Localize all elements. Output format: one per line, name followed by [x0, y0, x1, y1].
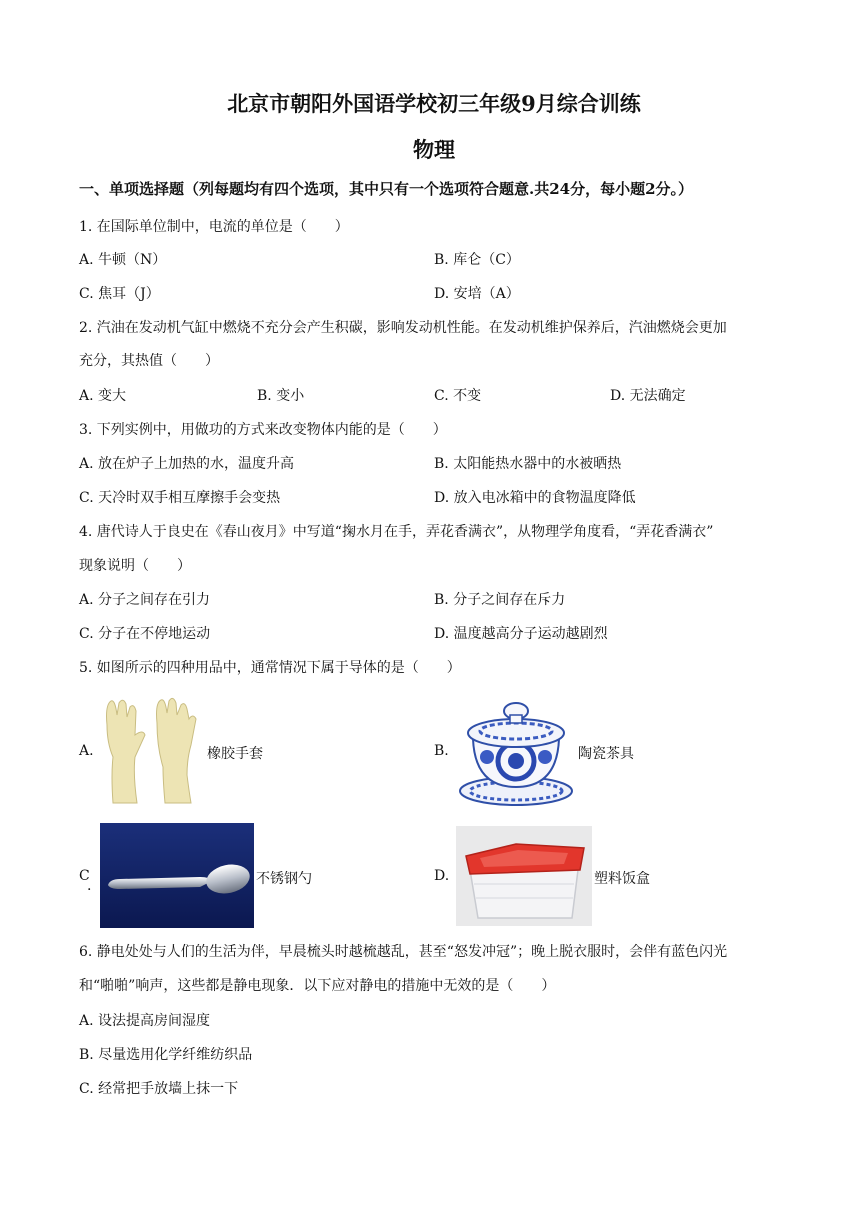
q6-option-b: B. 尽量选用化学纤维纺织品	[79, 1047, 253, 1063]
q1-option-b: B. 库仑（C）	[434, 252, 520, 268]
q3-option-d: D. 放入电冰箱中的食物温度降低	[434, 490, 636, 506]
page-title: 北京市朝阳外国语学校初三年级9月综合训练	[227, 91, 641, 116]
question-4-stem-line-2: 现象说明（ ）	[79, 558, 191, 574]
question-5-stem: 5. 如图所示的四种用品中，通常情况下属于导体的是（ ）	[79, 660, 461, 676]
q2-option-a: A. 变大	[79, 388, 127, 404]
q2-option-c: C. 不变	[434, 388, 482, 404]
question-2-stem-line-2: 充分，其热值（ ）	[79, 353, 219, 369]
q5-option-c-dot: .	[87, 878, 92, 894]
q5-option-d-caption: 塑料饭盒	[594, 871, 650, 887]
question-3-stem: 3. 下列实例中，用做功的方式来改变物体内能的是（ ）	[79, 422, 447, 438]
q2-option-d: D. 无法确定	[610, 388, 686, 404]
q4-option-c: C. 分子在不停地运动	[79, 626, 211, 642]
q5-option-c-caption: 不锈钢勺	[256, 871, 312, 887]
q4-option-d: D. 温度越高分子运动越剧烈	[434, 626, 608, 642]
q5-option-c-letter: C	[79, 868, 90, 884]
question-2-stem-line-1: 2. 汽油在发动机气缸中燃烧不充分会产生积碳，影响发动机性能。在发动机维护保养后，汽油燃烧会更加	[79, 320, 727, 336]
question-1-stem: 1. 在国际单位制中，电流的单位是（ ）	[79, 219, 349, 235]
q5-option-b-caption: 陶瓷茶具	[578, 746, 634, 762]
q5-option-a-caption: 橡胶手套	[207, 746, 263, 762]
q3-option-c: C. 天冷时双手相互摩擦手会变热	[79, 490, 281, 506]
question-6-stem-line-1: 6. 静电处处与人们的生活为伴，早晨梳头时越梳越乱，甚至“怒发冲冠”；晚上脱衣服时，会伴有蓝色闪光	[79, 944, 728, 960]
q4-option-a: A. 分子之间存在引力	[79, 592, 211, 608]
plastic-lunch-box-image	[456, 826, 592, 926]
porcelain-tea-set-image	[457, 695, 575, 810]
question-6-stem-line-2: 和“啪啪”响声，这些都是静电现象．以下应对静电的措施中无效的是（ ）	[79, 978, 556, 994]
q1-option-d: D. 安培（A）	[434, 286, 520, 302]
q2-option-b: B. 变小	[257, 388, 305, 404]
q4-option-b: B. 分子之间存在斥力	[434, 592, 566, 608]
section-heading: 一、单项选择题（列每题均有四个选项，其中只有一个选项符合题意.共24分，每小题2分。）	[79, 180, 694, 198]
q1-option-c: C. 焦耳（J）	[79, 286, 160, 302]
q6-option-a: A. 设法提高房间湿度	[79, 1013, 211, 1029]
stainless-spoon-image	[100, 823, 254, 928]
subject-title: 物理	[413, 137, 455, 162]
q3-option-a: A. 放在炉子上加热的水，温度升高	[79, 456, 295, 472]
q5-option-a-letter: A.	[79, 743, 94, 759]
q5-option-d-letter: D.	[434, 868, 450, 884]
q6-option-c: C. 经常把手放墙上抹一下	[79, 1081, 239, 1097]
q5-option-b-letter: B.	[434, 743, 449, 759]
q1-option-a: A. 牛顿（N）	[79, 252, 167, 268]
question-4-stem-line-1: 4. 唐代诗人于良史在《春山夜月》中写道“掬水月在手，弄花香满衣”，从物理学角度看，“弄花香满衣”	[79, 524, 714, 540]
q3-option-b: B. 太阳能热水器中的水被晒热	[434, 456, 622, 472]
rubber-gloves-image	[99, 695, 205, 805]
